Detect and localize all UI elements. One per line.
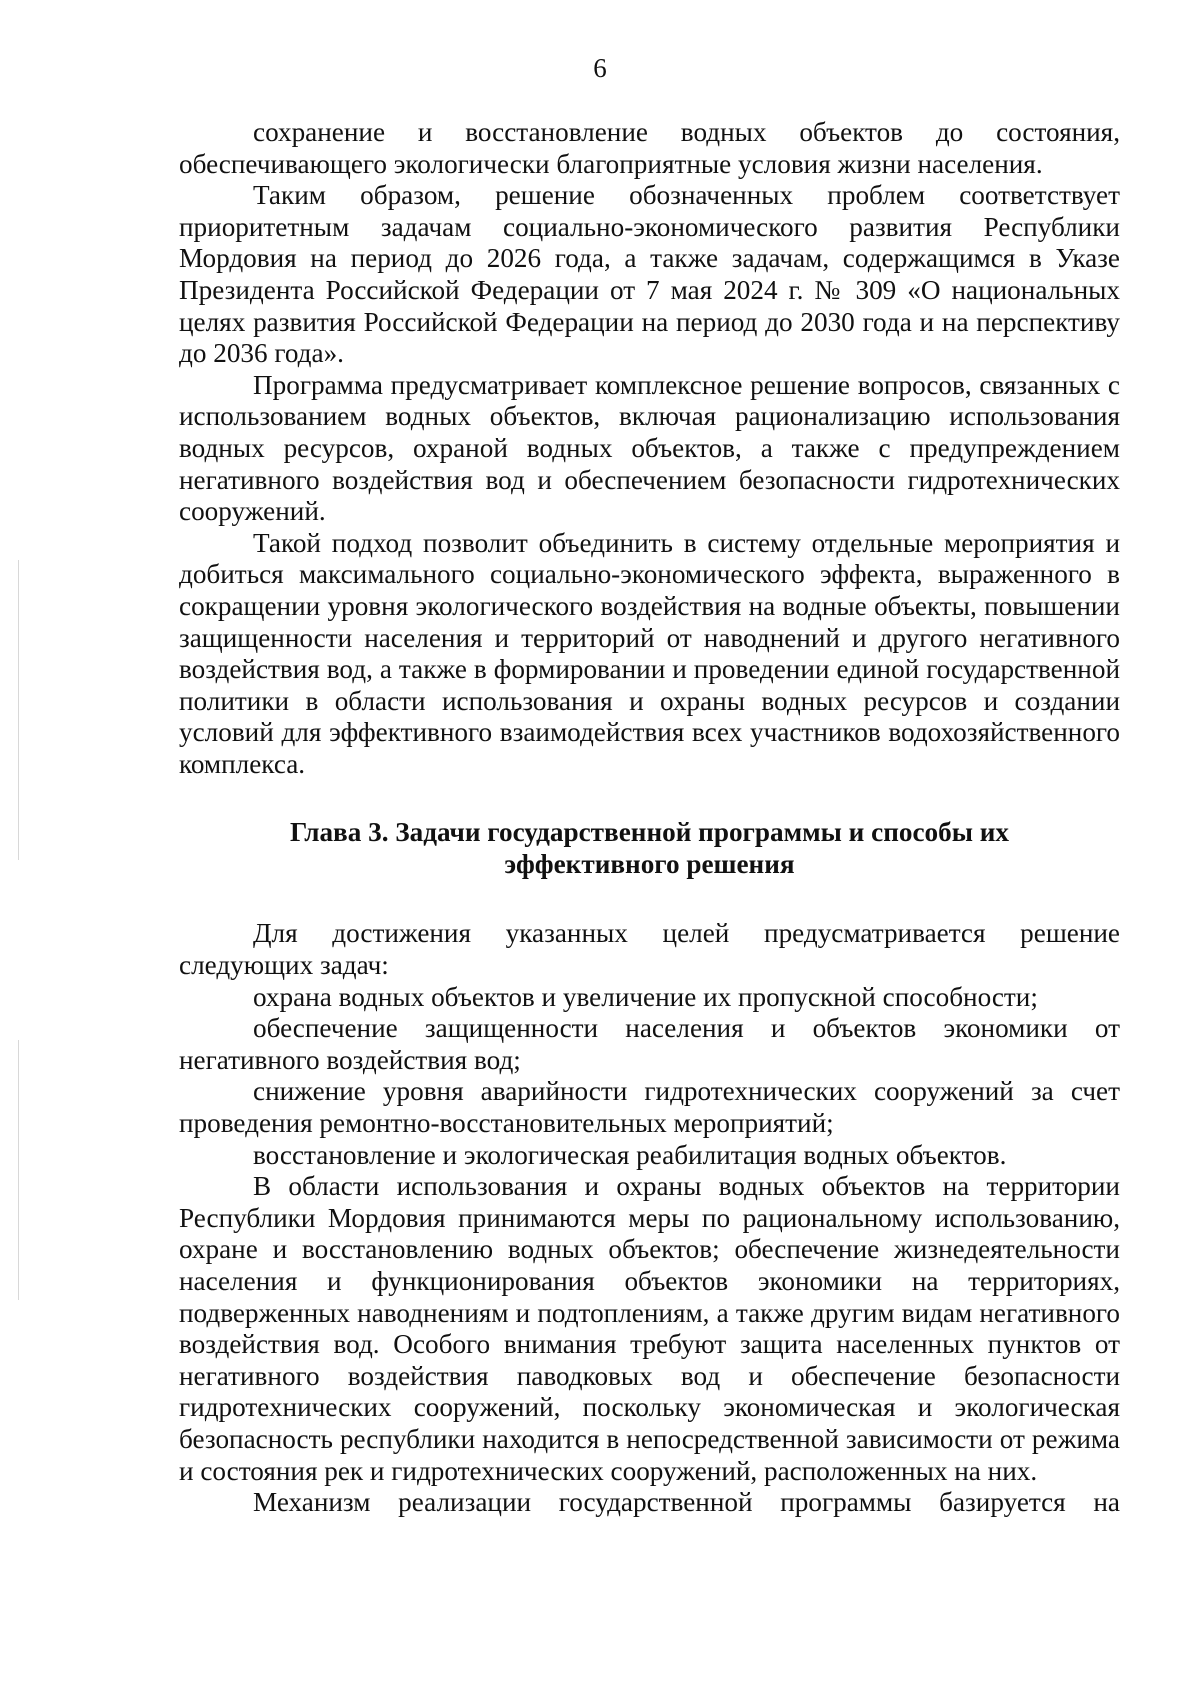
task-item: восстановление и экологическая реабилитация водных объектов. — [253, 1139, 1007, 1170]
paragraph-continued: Механизм реализации государственной программы базируется на — [253, 1487, 1120, 1518]
chapter-heading-line-2: эффективного решения — [504, 849, 795, 880]
paragraph: Для достижения указанных целей предусматривается решение следующих задач: — [179, 918, 1120, 981]
task-item: снижение уровня аварийности гидротехнических сооружений за счет проведения ремонтно-восстановительных мероприятий; — [179, 1076, 1120, 1139]
document-body — [179, 117, 1120, 1519]
paragraph: Такой подход позволит объединить в систему отдельные мероприятия и добиться максимального социально-экономического эффекта, выраженного в сокращении уровня экологического воздействия на водные объекты, повышении защищенности населения и территорий от наводнений и другого негативного воздействия вод, а также в формировании и проведении единой государственной политики в области использования и охраны водных ресурсов и создании условий для эффективного взаимодействия всех участников водохозяйственного комплекса. — [179, 527, 1120, 779]
scan-edge-line — [18, 560, 19, 860]
paragraph: Программа предусматривает комплексное решение вопросов, связанных с использованием водных объектов, включая рационализацию использования водных ресурсов, охраной водных объектов, а также с предупреждением негативного воздействия вод и обеспечением безопасности гидротехнических сооружений. — [179, 369, 1120, 527]
chapter-heading-line-1: Глава 3. Задачи государственной программы и способы их — [289, 817, 1010, 848]
paragraph: сохранение и восстановление водных объектов до состояния, обеспечивающего экологически благоприятные условия жизни населения. — [179, 117, 1120, 179]
paragraph: В области использования и охраны водных объектов на территории Республики Мордовия принимаются меры по рациональному использованию, охране и восстановлению водных объектов; обеспечение жизнедеятельности населения и функционирования объектов экономики на территориях, подверженных наводнениям и подтоплениям, а также другим видам негативного воздействия вод. Особого внимания требуют защита населенных пунктов от негативного воздействия паводковых вод и обеспечение безопасности гидротехнических сооружений, поскольку экономическая и экологическая безопасность республики находится в непосредственной зависимости от режима и состояния рек и гидротехнических сооружений, расположенных на них. — [179, 1171, 1120, 1486]
chapter-heading — [179, 816, 1120, 880]
paragraph: Таким образом, решение обозначенных проблем соответствует приоритетным задачам социально-экономического развития Республики Мордовия на период до 2026 года, а также задачам, содержащимся в Указе Президента Российской Федерации от 7 мая 2024 г. № 309 «О национальных целях развития Российской Федерации на период до 2030 года и на перспективу до 2036 года». — [179, 180, 1120, 369]
scan-edge-line — [18, 1040, 19, 1300]
page-number: 6 — [593, 53, 607, 83]
task-item: обеспечение защищенности населения и объектов экономики от негативного воздействия вод; — [179, 1013, 1120, 1075]
task-item: охрана водных объектов и увеличение их пропускной способности; — [253, 981, 1038, 1012]
